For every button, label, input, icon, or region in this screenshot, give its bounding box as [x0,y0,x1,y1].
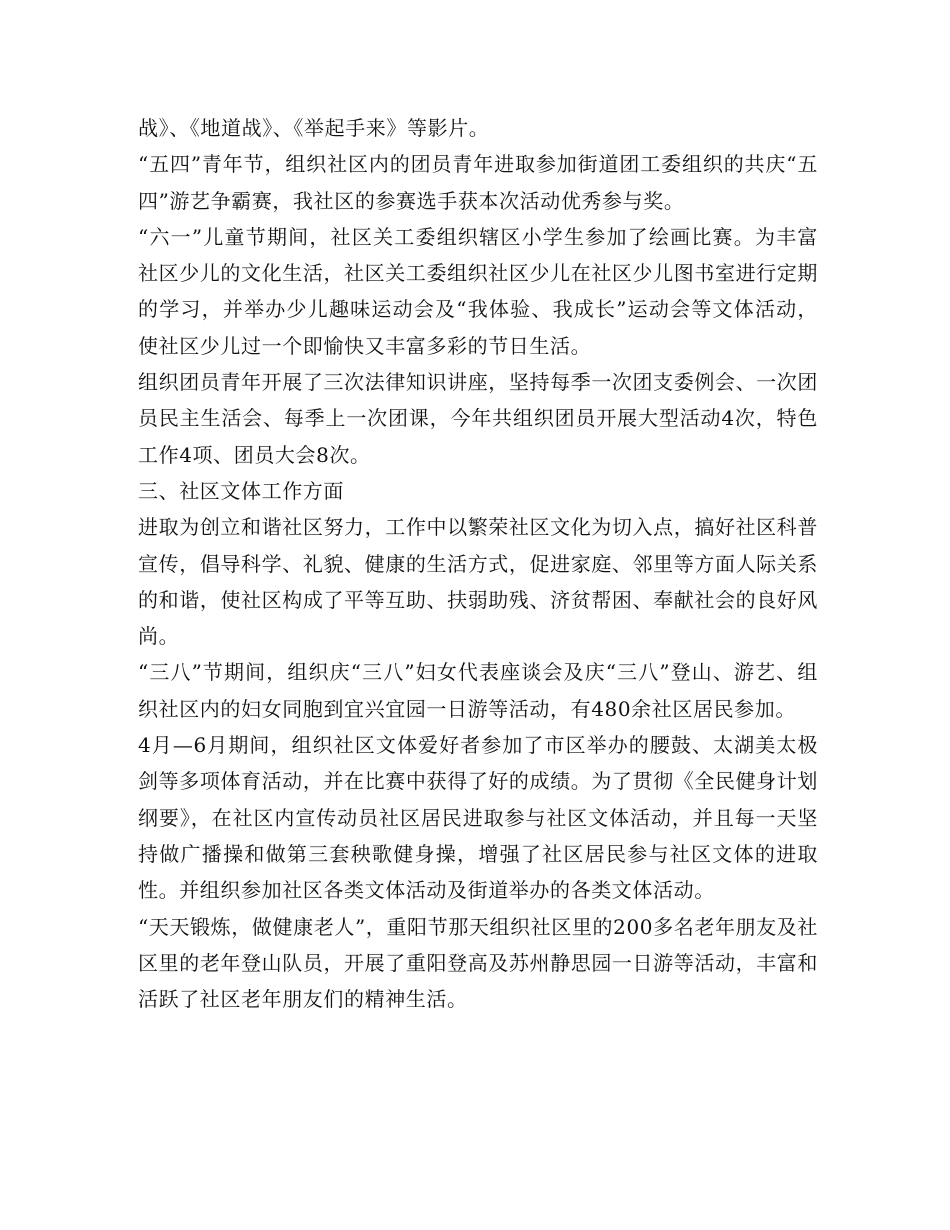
paragraph-league-activities: 组织团员青年开展了三次法律知识讲座，坚持每季一次团支委例会、一次团员民主生活会、每季上一次团课，今年共组织团员开展大型活动4次，特色工作4项、团员大会8次。 [138,370,818,467]
paragraph-childrens-day: “六一”儿童节期间，社区关工委组织辖区小学生参加了绘画比赛。为丰富社区少儿的文化生活，社区关工委组织社区少儿在社区少儿图书室进行定期的学习，并举办少儿趣味运动会及“我体验、我成长”运动会等文体活动，使社区少儿过一个即愉快又丰富多彩的节日生活。 [138,224,818,358]
paragraph-youth-day: “五四”青年节，组织社区内的团员青年进取参加街道团工委组织的共庆“五四”游艺争霸赛，我社区的参赛选手获本次活动优秀参与奖。 [138,152,818,213]
paragraph-womens-day: “三八”节期间，组织庆“三八”妇女代表座谈会及庆“三八”登山、游艺、组织社区内的妇女同胞到宜兴宜园一日游等活动，有480余社区居民参加。 [138,660,818,721]
paragraph-sports-activities: 4月—6月期间，组织社区文体爱好者参加了市区举办的腰鼓、太湖美太极剑等多项体育活动，并在比赛中获得了好的成绩。为了贯彻《全民健身计划纲要》，在社区内宣传动员社区居民进取参与社区文体活动，并且每一天坚持做广播操和做第三套秧歌健身操，增强了社区居民参与社区文体的进取性。并组织参加社区各类文体活动及街道举办的各类文体活动。 [138,733,818,903]
document-page [138,110,818,1017]
section-heading-culture-sports: 三、社区文体工作方面 [138,478,344,503]
paragraph-film-list: 战》、《地道战》、《举起手来》等影片。 [138,116,490,140]
paragraph-harmonious-community: 进取为创立和谐社区努力，工作中以繁荣社区文化为切入点，搞好社区科普宣传，倡导科学、礼貌、健康的生活方式，促进家庭、邻里等方面人际关系的和谐，使社区构成了平等互助、扶弱助残、济贫帮困、奉献社会的良好风尚。 [138,515,818,649]
paragraph-chongyang-festival: “天天锻炼，做健康老人”，重阳节那天组织社区里的200多名老年朋友及社区里的老年登山队员，开展了重阳登高及苏州静思园一日游等活动，丰富和活跃了社区老年朋友们的精神生活。 [138,914,818,1012]
